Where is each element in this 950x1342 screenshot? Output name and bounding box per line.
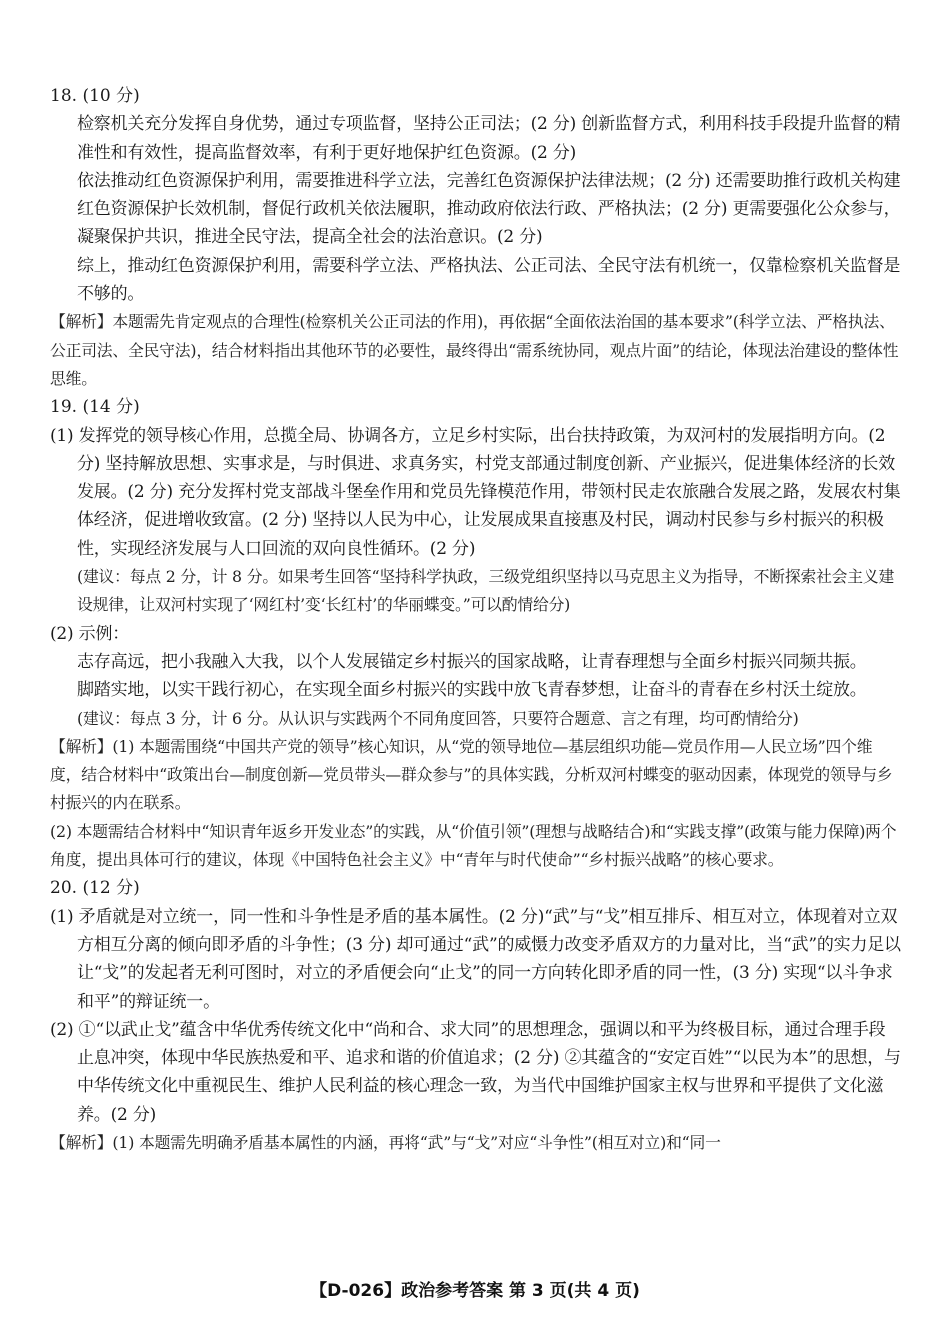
question-20	[50, 874, 902, 1157]
answer-paragraph: 综上，推动红色资源保护利用，需要科学立法、严格执法、公正司法、全民守法有机统一，仅靠检察机关监督是不够的。	[77, 255, 901, 305]
analysis-note: (2) 本题需结合材料中“知识青年返乡开发业态”的实践，从“价值引领”(理想与战略结合)和“实践支撑”(政策与能力保障)两个角度，提出具体可行的建议，体现《中国特色社会主义》中“青年与时代使命”“乡村振兴战略”的核心要求。	[50, 821, 897, 870]
answer-item: (2) 示例：	[50, 623, 130, 644]
scoring-suggestion: (建议：每点 2 分，计 8 分。如果考生回答“坚持科学执政，三级党组织坚持以马克思主义为指导，不断探索社会主义建设规律，让双河村实现了‘网红村’变‘长红村’的华丽蝶变。”可以酌情给分)	[77, 567, 895, 615]
answer-paragraph: 脚踏实地，以实干践行初心，在实现全面乡村振兴的实践中放飞青春梦想，让奋斗的青春在乡村沃土绽放。	[77, 680, 867, 701]
page-footer: 【D-026】政治参考答案 第 3 页(共 4 页)	[310, 1281, 640, 1301]
question-19	[50, 393, 902, 874]
analysis-note: 【解析】本题需先肯定观点的合理性(检察机关公正司法的作用)，再依据“全面依法治国的基本要求”(科学立法、严格执法、公正司法、全民守法)，结合材料指出其他环节的必要性，最终得出“需系统协同，观点片面”的结论，体现法治建设的整体性思维。	[50, 312, 899, 388]
question-18	[50, 82, 902, 393]
analysis-note: 【解析】(1) 本题需围绕“中国共产党的领导”核心知识，从“党的领导地位—基层组织功能—党员作用—人民立场”四个维度，结合材料中“政策出台—制度创新—党员带头—群众参与”的具体实践，分析双河村蝶变的驱动因素，体现党的领导与乡村振兴的内在联系。	[50, 736, 893, 813]
answer-paragraph: 志存高远，把小我融入大我，以个人发展锚定乡村振兴的国家战略，让青春理想与全面乡村振兴同频共振。	[77, 651, 867, 672]
analysis-note: 【解析】(1) 本题需先明确矛盾基本属性的内涵，再将“武”与“戈”对应“斗争性”(相互对立)和“同一	[50, 1132, 721, 1152]
question-heading: 19. (14 分)	[50, 397, 140, 418]
question-heading: 20. (12 分)	[50, 878, 140, 899]
question-heading: 18. (10 分)	[50, 86, 140, 106]
answer-paragraph: 依法推动红色资源保护利用，需要推进科学立法，完善红色资源保护法律法规；(2 分) 还需要助推行政机关构建红色资源保护长效机制，督促行政机关依法履职，推动政府依法行政、严格执法；(2 分) 更需要强化公众参与，凝聚保护共识，推进全民守法，提高全社会的法治意识。(2 分)	[77, 170, 901, 248]
answer-item: (1) 发挥党的领导核心作用，总揽全局、协调各方，立足乡村实际，出台扶持政策，为双河村的发展指明方向。(2 分) 坚持解放思想、实事求是，与时俱进、求真务实，村党支部通过制度创新、产业振兴，促进集体经济的长效发展。(2 分) 充分发挥村党支部战斗堡垒作用和党员先锋模范作用，带领村民走农旅融合发展之路，发展农村集体经济，促进增收致富。(2 分) 坚持以人民为中心，让发展成果直接惠及村民，调动村民参与乡村振兴的积极性，实现经济发展与人口回流的双向良性循环。(2 分)	[50, 425, 901, 559]
answer-paragraph: 检察机关充分发挥自身优势，通过专项监督，坚持公正司法；(2 分) 创新监督方式，利用科技手段提升监督的精准性和有效性，提高监督效率，有利于更好地保护红色资源。(2 分)	[77, 114, 901, 163]
answer-item: (1) 矛盾就是对立统一，同一性和斗争性是矛盾的基本属性。(2 分)“武”与“戈”相互排斥、相互对立，体现着对立双方相互分离的倾向即矛盾的斗争性；(3 分) 却可通过“武”的威慑力改变矛盾双方的力量对比，当“武”的实力足以让“戈”的发起者无利可图时，对立的矛盾便会向“止戈”的同一方向转化即矛盾的同一性，(3 分) 实现“以斗争求和平”的辩证统一。	[50, 906, 901, 1012]
answer-item: (2) ①“以武止戈”蕴含中华优秀传统文化中“尚和合、求大同”的思想理念，强调以和平为终极目标，通过合理手段止息冲突，体现中华民族热爱和平、追求和谐的价值追求；(2 分) ②其蕴含的“安定百姓”“以民为本”的思想，与中华传统文化中重视民生、维护人民利益的核心理念一致，为当代中国维护国家主权与世界和平提供了文化滋养。(2 分)	[50, 1019, 901, 1125]
scoring-suggestion: (建议：每点 3 分，计 6 分。从认识与实践两个不同角度回答，只要符合题意、言之有理，均可酌情给分)	[77, 708, 799, 728]
